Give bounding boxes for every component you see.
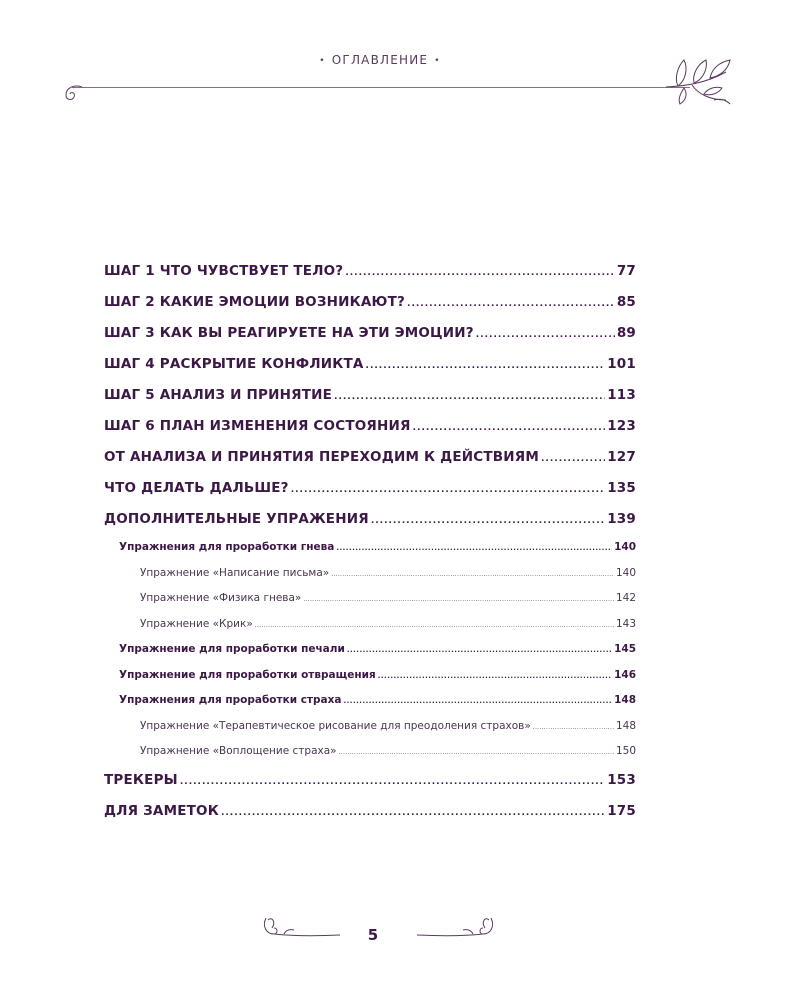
toc-subsection-entry [140, 612, 636, 638]
toc-entry-page: 77 [616, 263, 636, 279]
toc-chapter-entry [104, 349, 636, 380]
toc-chapter-entry [104, 318, 636, 349]
toc-section-entry [119, 688, 636, 714]
footer-ornament-right-icon [415, 912, 495, 942]
toc-chapter-entry [104, 256, 636, 287]
toc-entry-title: Упражнение «Терапевтическое рисование для преодоления страхов» [140, 719, 531, 732]
toc-entry-page: 101 [607, 356, 636, 372]
toc-entry-page: 148 [614, 694, 636, 706]
toc-subsection-entry [140, 714, 636, 740]
toc-entry-title: Упражнение «Воплощение страха» [140, 745, 337, 757]
toc-entry-page: 123 [607, 418, 636, 434]
toc-entry-page: 113 [607, 387, 636, 403]
dot-leader [407, 289, 615, 320]
dot-leader [413, 413, 606, 444]
toc-entry-title: ШАГ 2 КАКИЕ ЭМОЦИИ ВОЗНИКАЮТ? [104, 294, 406, 310]
dot-leader [476, 320, 615, 351]
table-of-contents [104, 256, 636, 827]
toc-chapter-entry [104, 473, 636, 504]
toc-subsection-entry [140, 586, 636, 612]
toc-section-entry [119, 535, 636, 561]
toc-section-entry [119, 637, 636, 663]
toc-entry-page: 148 [615, 719, 636, 732]
toc-entry-page: 140 [614, 541, 636, 553]
toc-entry-title: Упражнение для проработки печали [119, 643, 345, 655]
toc-entry-title: ДЛЯ ЗАМЕТОК [104, 802, 219, 819]
toc-entry-title: ДОПОЛНИТЕЛЬНЫЕ УПРАЖЕНИЯ [104, 511, 369, 527]
dot-leader [303, 587, 614, 613]
dot-leader [371, 506, 605, 537]
toc-subsection-entry [140, 561, 636, 587]
toc-entry-page: 89 [616, 325, 636, 341]
toc-entry-page: 140 [615, 566, 636, 579]
toc-entry-title: Упражнения для проработки страха [119, 694, 342, 706]
toc-entry-title: ЧТО ДЕЛАТЬ ДАЛЬШЕ? [104, 480, 289, 496]
footer-ornament-left-icon [262, 912, 342, 942]
toc-entry-title: ОТ АНАЛИЗА И ПРИНЯТИЯ ПЕРЕХОДИМ К ДЕЙСТВИЯМ [104, 449, 540, 465]
running-header [0, 53, 760, 67]
dot-leader [366, 351, 606, 382]
toc-entry-title: Упражнение «Крик» [140, 617, 253, 630]
toc-entry-page: 153 [607, 771, 636, 788]
toc-entry-page: 145 [614, 643, 636, 655]
dot-leader [541, 444, 605, 475]
dot-leader [345, 258, 614, 289]
toc-chapter-entry [104, 796, 636, 827]
toc-chapter-entry [104, 380, 636, 411]
dot-leader [331, 562, 614, 588]
dot-leader [339, 740, 614, 766]
dot-leader [255, 613, 614, 639]
dot-leader [378, 664, 612, 690]
page-number: 5 [367, 926, 379, 944]
dot-leader [221, 798, 605, 829]
toc-chapter-entry [104, 287, 636, 318]
dot-leader [334, 382, 605, 413]
toc-entry-page: 127 [607, 449, 636, 465]
toc-entry-page: 135 [607, 480, 636, 496]
toc-entry-page: 150 [615, 745, 636, 757]
toc-entry-title: ШАГ 3 КАК ВЫ РЕАГИРУЕТЕ НА ЭТИ ЭМОЦИИ? [104, 325, 474, 341]
toc-entry-title: ШАГ 1 ЧТО ЧУВСТВУЕТ ТЕЛО? [104, 263, 344, 279]
toc-chapter-entry [104, 765, 636, 796]
bullet-icon: • [434, 56, 441, 66]
dot-leader [343, 689, 612, 715]
toc-entry-title: Упражнения для проработки гнева [119, 541, 335, 553]
toc-entry-page: 146 [614, 668, 636, 681]
toc-entry-page: 85 [616, 294, 636, 310]
toc-chapter-entry [104, 504, 636, 535]
header-title: ОГЛАВЛЕНИЕ [331, 53, 429, 67]
toc-chapter-entry [104, 442, 636, 473]
toc-entry-title: ТРЕКЕРЫ [104, 771, 178, 788]
dot-leader [533, 715, 614, 741]
toc-entry-title: ШАГ 4 РАСКРЫТИЕ КОНФЛИКТА [104, 356, 364, 372]
leaf-branch-icon [664, 54, 734, 106]
toc-entry-title: ШАГ 5 АНАЛИЗ И ПРИНЯТИЕ [104, 387, 333, 403]
toc-entry-title: Упражнение «Физика гнева» [140, 592, 302, 604]
header-rule [72, 87, 690, 88]
dot-leader [336, 536, 612, 562]
toc-entry-title: Упражнение для проработки отвращения [119, 668, 376, 681]
toc-section-entry [119, 663, 636, 689]
toc-chapter-entry [104, 411, 636, 442]
dot-leader [180, 767, 605, 798]
dot-leader [291, 475, 606, 506]
toc-subsection-entry [140, 739, 636, 765]
curl-ornament-icon [62, 82, 84, 104]
toc-entry-page: 143 [615, 617, 636, 630]
toc-entry-page: 139 [607, 511, 636, 527]
toc-entry-page: 142 [615, 592, 636, 604]
toc-entry-title: ШАГ 6 ПЛАН ИЗМЕНЕНИЯ СОСТОЯНИЯ [104, 418, 411, 434]
toc-entry-title: Упражнение «Написание письма» [140, 566, 330, 579]
bullet-icon: • [319, 56, 326, 66]
dot-leader [347, 638, 612, 664]
toc-entry-page: 175 [607, 802, 636, 819]
